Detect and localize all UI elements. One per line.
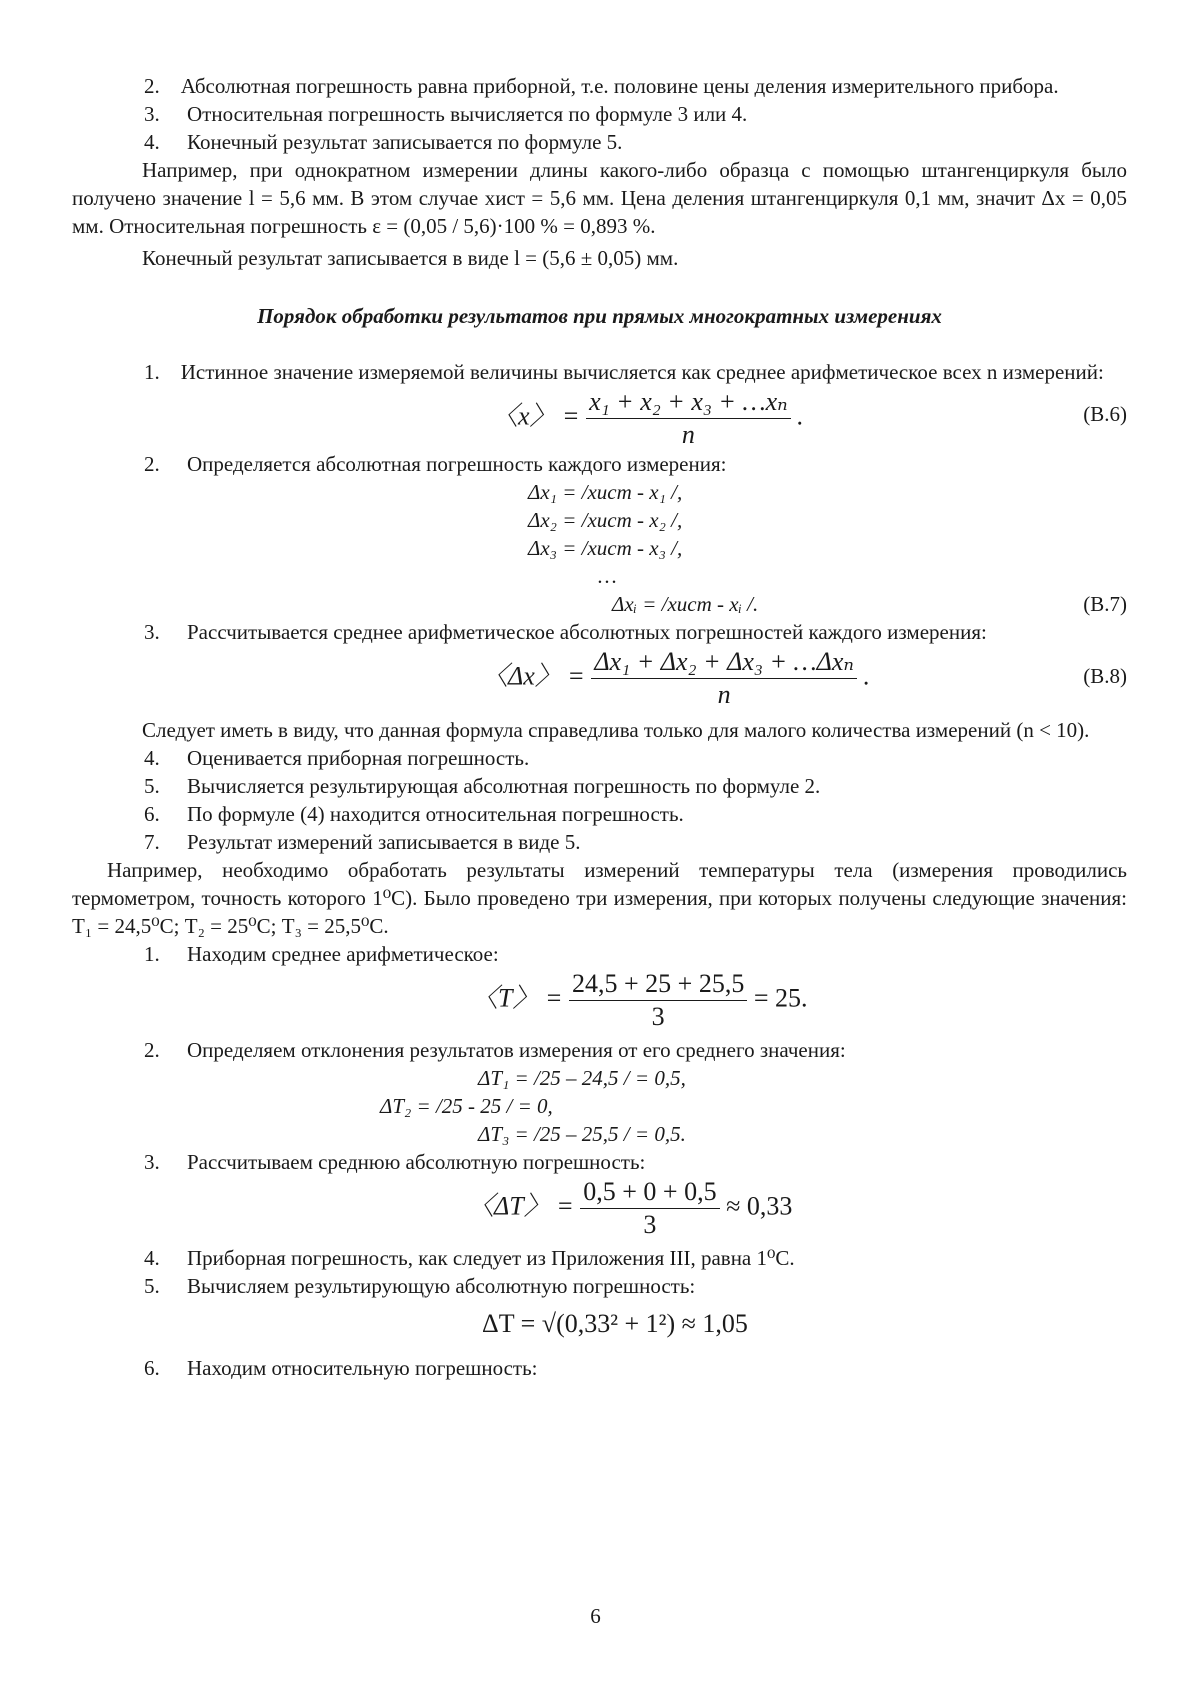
equation-result: ΔT = √(0,33² + 1²) ≈ 1,05 (482, 1309, 748, 1338)
equation-label: (В.6) (1083, 402, 1127, 426)
equation-mean-dt: 〈ΔT〉 = $\frac{0,5 + 0 + 0,5}{3}$ ≈ 0,33 (468, 1177, 793, 1239)
list-item: 5. Вычисляется результирующая абсолютная погрешность по формуле 2. (144, 774, 821, 798)
deviation-list: ΔT₁ = /25 – 24,5 / = 0,5, ΔT₂ = /25 - 25 / = 0, ΔT₃ = /25 – 25,5 / = 0,5. (380, 1066, 686, 1146)
equation-mean-t: 〈T〉 = $\frac{24,5 + 25 + 25,5}{3}$ = 25. (472, 969, 808, 1031)
list-item: 4. Приборная погрешность, как следует из Приложения III, равна 1⁰С. (144, 1246, 795, 1270)
list-item: 3. Рассчитываем среднюю абсолютную погрешность: (144, 1150, 646, 1174)
equation-b6: 〈x〉 = $\frac{\text{x₁ + x₂ + x₃ + …xₙ}}{n}$ . (В.6) (492, 387, 1127, 449)
list-item: 2. Абсолютная погрешность равна приборной, т.е. половине цены деления измерительного прибора. (144, 74, 1059, 98)
page-body (72, 72, 1127, 1382)
list-item: 1. Истинное значение измеряемой величины вычисляется как среднее арифметическое всех n измерений: (144, 360, 1104, 384)
list-item: 3. Рассчитывается среднее арифметическое абсолютных погрешностей каждого измерения: (144, 620, 987, 644)
note-paragraph: Следует иметь в виду, что данная формула справедлива только для малого количества измерений (n < 10). (142, 718, 1090, 742)
list-item: 1. Находим среднее арифметическое: (144, 942, 499, 966)
equation-b8: 〈Δx〉 = $\frac{\text{Δx₁ + Δx₂ + Δx₃ + …Δxₙ}}{n}$ . (В.8) (482, 647, 1127, 709)
example-paragraph: Например, при однократном измерении длины какого-либо образца с помощью штангенциркуля было получено значение l = 5,6 мм. В этом случае хист = 5,6 мм. Цена деления штангенциркуля 0,1 мм, значит Δx = 0,05 мм. Относительная погрешность ε = (0,05 / 5,6)·100 % = 0,893 %. (72, 158, 1127, 238)
example-paragraph: Например, необходимо обработать результаты измерений температуры тела (измерения проводились термометром, точность которого 1⁰С). Было проведено три измерения, при которых получены следующие значения: Т₁ = 24,5⁰С; Т₂ = 25⁰С; Т₃ = 25,5⁰С. (72, 858, 1127, 938)
page-number: 6 (590, 1604, 601, 1628)
list-item: 6. Находим относительную погрешность: (144, 1356, 538, 1380)
list-item: 7. Результат измерений записывается в виде 5. (144, 830, 581, 854)
equation-b7: Δx₁ = /xист - x₁ /, Δx₂ = /xист - x₂ /, Δx₃ = /xист - x₃ /, … Δxᵢ = /xист - xᵢ /. (В.7) (528, 480, 1127, 616)
equation-label: (В.7) (1083, 592, 1127, 616)
list-item: 2. Определяется абсолютная погрешность каждого измерения: (144, 452, 727, 476)
list-item: 4. Конечный результат записывается по формуле 5. (144, 130, 623, 154)
list-item: 6. По формуле (4) находится относительная погрешность. (144, 802, 684, 826)
result-paragraph: Конечный результат записывается в виде l = (5,6 ± 0,05) мм. (142, 246, 679, 270)
list-item: 4. Оценивается приборная погрешность. (144, 746, 530, 770)
list-item: 3. Относительная погрешность вычисляется по формуле 3 или 4. (144, 102, 748, 126)
equation-label: (В.8) (1083, 664, 1127, 688)
list-item: 5. Вычисляем результирующую абсолютную погрешность: (144, 1274, 696, 1298)
section-heading: Порядок обработки результатов при прямых многократных измерениях (257, 304, 942, 328)
list-item: 2. Определяем отклонения результатов измерения от его среднего значения: (144, 1038, 846, 1062)
